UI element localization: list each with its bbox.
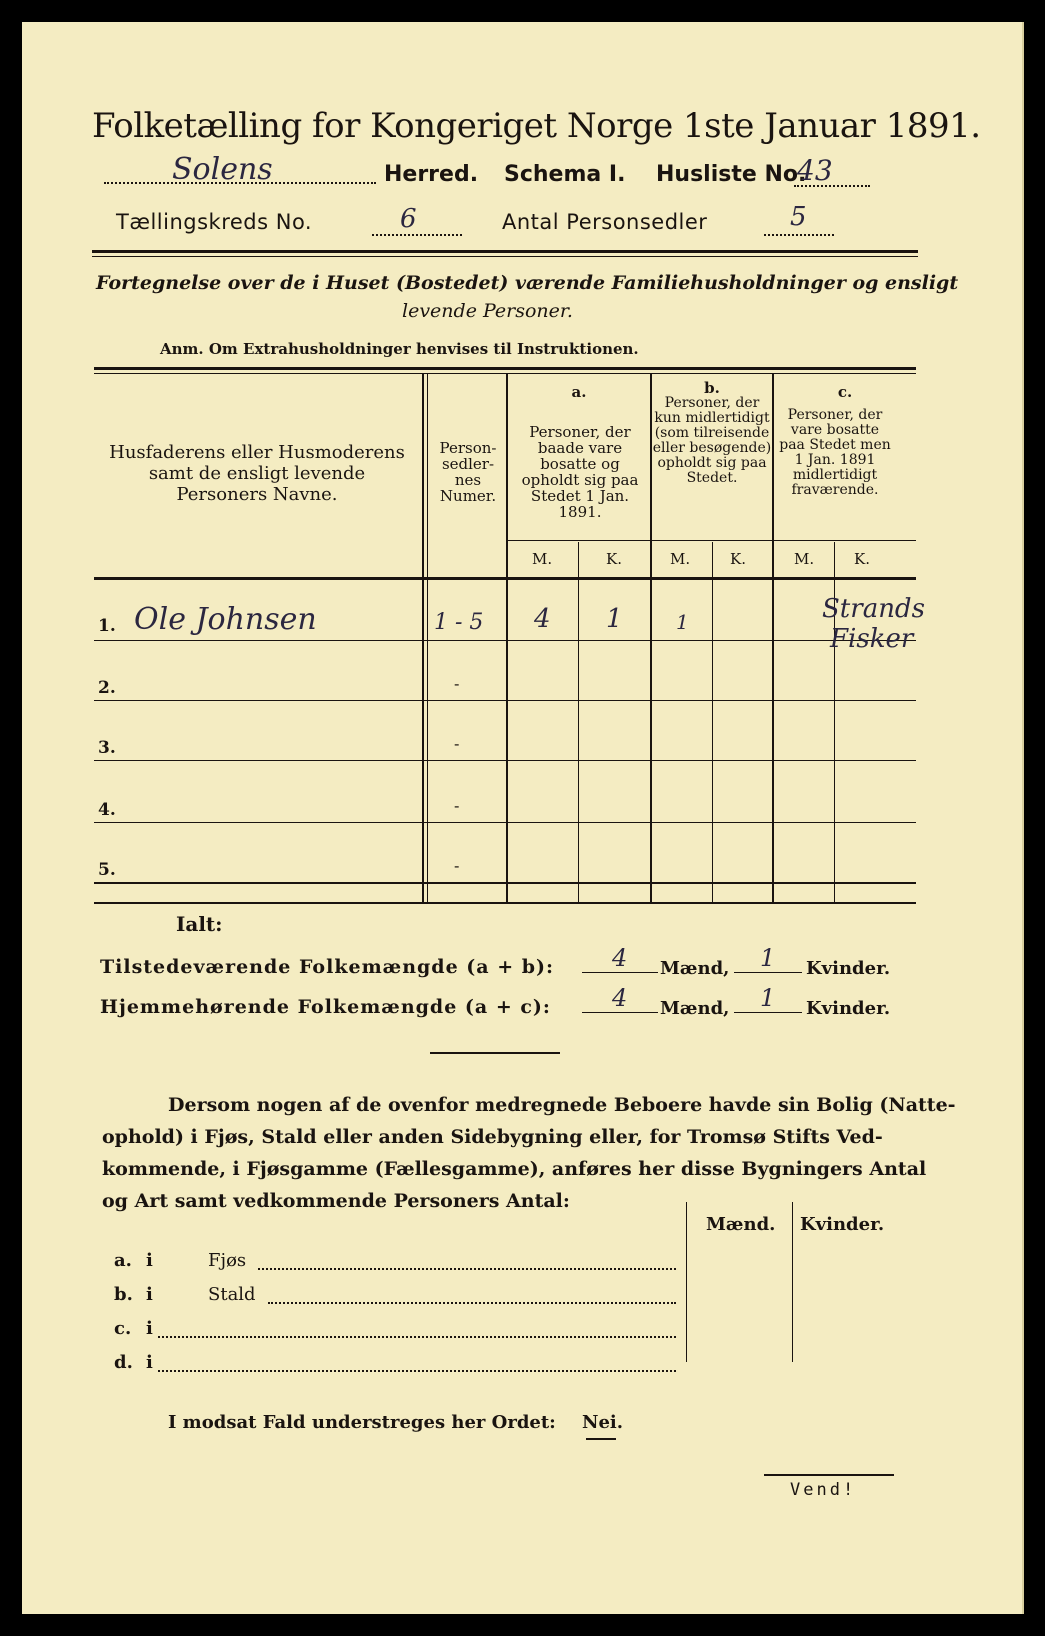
building-letter: c.: [114, 1318, 132, 1339]
antal-label: Antal Personsedler: [502, 210, 708, 234]
anm-note: Anm. Om Extrahusholdninger henvises til Instruktionen.: [160, 340, 639, 358]
husliste-value: 43: [797, 154, 833, 187]
kreds-value: 6: [400, 204, 417, 234]
col-heading-number: Person-sedler-nes Numer.: [439, 439, 497, 505]
totals-line-1-maend: Mænd,: [660, 958, 730, 979]
col-heading-names: Husfaderens eller Husmoderens samt de ensligt levende Personers Navne.: [109, 442, 405, 505]
col-heading-c-letter: c.: [837, 383, 853, 401]
col-heading-a-letter: a.: [571, 383, 587, 401]
col-heading-a: Personer, der baade vare bosatte og opholdt sig paa Stedet 1 Jan. 1891.: [521, 423, 639, 521]
col-c-k: K.: [854, 550, 870, 568]
herred-label: Herred.: [384, 162, 479, 187]
form-title: Folketælling for Kongeriget Norge 1ste Januar 1891.: [92, 106, 981, 146]
building-i: i: [146, 1284, 153, 1305]
header-rule-thick: [92, 250, 918, 253]
totals-line-1-maend-value: 4: [612, 944, 628, 972]
nei-underline: [586, 1438, 616, 1440]
col-b-k: K.: [730, 550, 746, 568]
totals-line-1-kvinder-value: 1: [760, 944, 776, 972]
totals-line-1-kvinder: Kvinder.: [806, 958, 891, 979]
buildings-kvinder-head: Kvinder.: [800, 1214, 885, 1235]
row-number-dash: -: [454, 674, 460, 693]
antal-value: 5: [790, 202, 807, 232]
col-heading-b: Personer, der kun midlertidigt (som tilreisende eller besøgende) opholdt sig paa Stedet.: [652, 395, 772, 486]
building-label: Fjøs: [208, 1250, 247, 1271]
census-form-page: [22, 22, 1024, 1614]
row-number: 3.: [98, 738, 116, 758]
paragraph-line-3: kommende, i Fjøsgamme (Fællesgamme), anføres her disse Bygningers Antal: [102, 1158, 927, 1180]
row-number-dash: -: [454, 856, 460, 875]
header-rule-thin: [92, 256, 918, 257]
row-1-a-m: 4: [534, 604, 551, 634]
totals-line-2-label: Hjemmehørende Folkemængde (a + c):: [100, 996, 551, 1018]
modsat-text: I modsat Fald understreges her Ordet:: [168, 1412, 556, 1433]
kreds-label: Tællingskreds No.: [116, 210, 313, 234]
building-i: i: [146, 1250, 153, 1271]
buildings-maend-head: Mænd.: [706, 1214, 776, 1235]
antal-dotted-line: [764, 234, 834, 236]
subtitle-line-2: levende Personer.: [402, 300, 573, 322]
vend-text: Vend!: [790, 1480, 857, 1500]
totals-line-2-maend: Mænd,: [660, 998, 730, 1019]
paragraph-line-2: ophold) i Fjøs, Stald eller anden Sidebygning eller, for Tromsø Stifts Ved-: [102, 1126, 883, 1148]
nei-word: Nei.: [582, 1412, 624, 1433]
row-1-note-line1: Strands: [822, 594, 925, 624]
husliste-label: Husliste No.: [656, 162, 807, 187]
col-heading-b-letter: b.: [704, 379, 720, 397]
row-number-dash: -: [454, 734, 460, 753]
totals-line-1-label: Tilstedeværende Folkemængde (a + b):: [100, 956, 555, 978]
totals-line-2-maend-value: 4: [612, 984, 628, 1012]
building-letter: d.: [114, 1352, 133, 1373]
totals-line-2-kvinder-value: 1: [760, 984, 776, 1012]
building-letter: a.: [114, 1250, 132, 1271]
row-number: 5.: [98, 860, 116, 880]
section-divider: [430, 1052, 560, 1054]
col-a-m: M.: [532, 550, 553, 568]
paragraph-line-1: Dersom nogen af de ovenfor medregnede Beboere havde sin Bolig (Natte-: [168, 1094, 956, 1116]
row-number: 4.: [98, 800, 116, 820]
ialt-label: Ialt:: [176, 912, 223, 936]
totals-line-2-kvinder: Kvinder.: [806, 998, 891, 1019]
building-i: i: [146, 1352, 153, 1373]
col-c-m: M.: [794, 550, 815, 568]
row-number: 2.: [98, 678, 116, 698]
col-heading-c: Personer, der vare bosatte paa Stedet men 1 Jan. 1891 midlertidigt fraværende.: [779, 407, 891, 498]
col-a-k: K.: [606, 550, 622, 568]
row-1-number: 1 - 5: [434, 610, 484, 635]
subtitle-line-1: Fortegnelse over de i Huset (Bostedet) værende Familiehusholdninger og ensligt: [96, 272, 959, 294]
schema-label: Schema I.: [504, 162, 626, 187]
building-letter: b.: [114, 1284, 133, 1305]
kreds-dotted-line: [372, 234, 462, 236]
vend-rule: [764, 1474, 894, 1476]
building-i: i: [146, 1318, 153, 1339]
building-label: Stald: [208, 1284, 256, 1305]
row-1-a-k: 1: [606, 604, 623, 634]
col-b-m: M.: [670, 550, 691, 568]
row-number-dash: -: [454, 796, 460, 815]
herred-value: Solens: [172, 152, 273, 187]
row-1-name: Ole Johnsen: [134, 602, 317, 637]
row-number: 1.: [98, 616, 116, 636]
row-1-b-m: 1: [676, 610, 689, 634]
row-1-note-line2: Fisker: [830, 624, 914, 654]
paragraph-line-4: og Art samt vedkommende Personers Antal:: [102, 1190, 570, 1212]
